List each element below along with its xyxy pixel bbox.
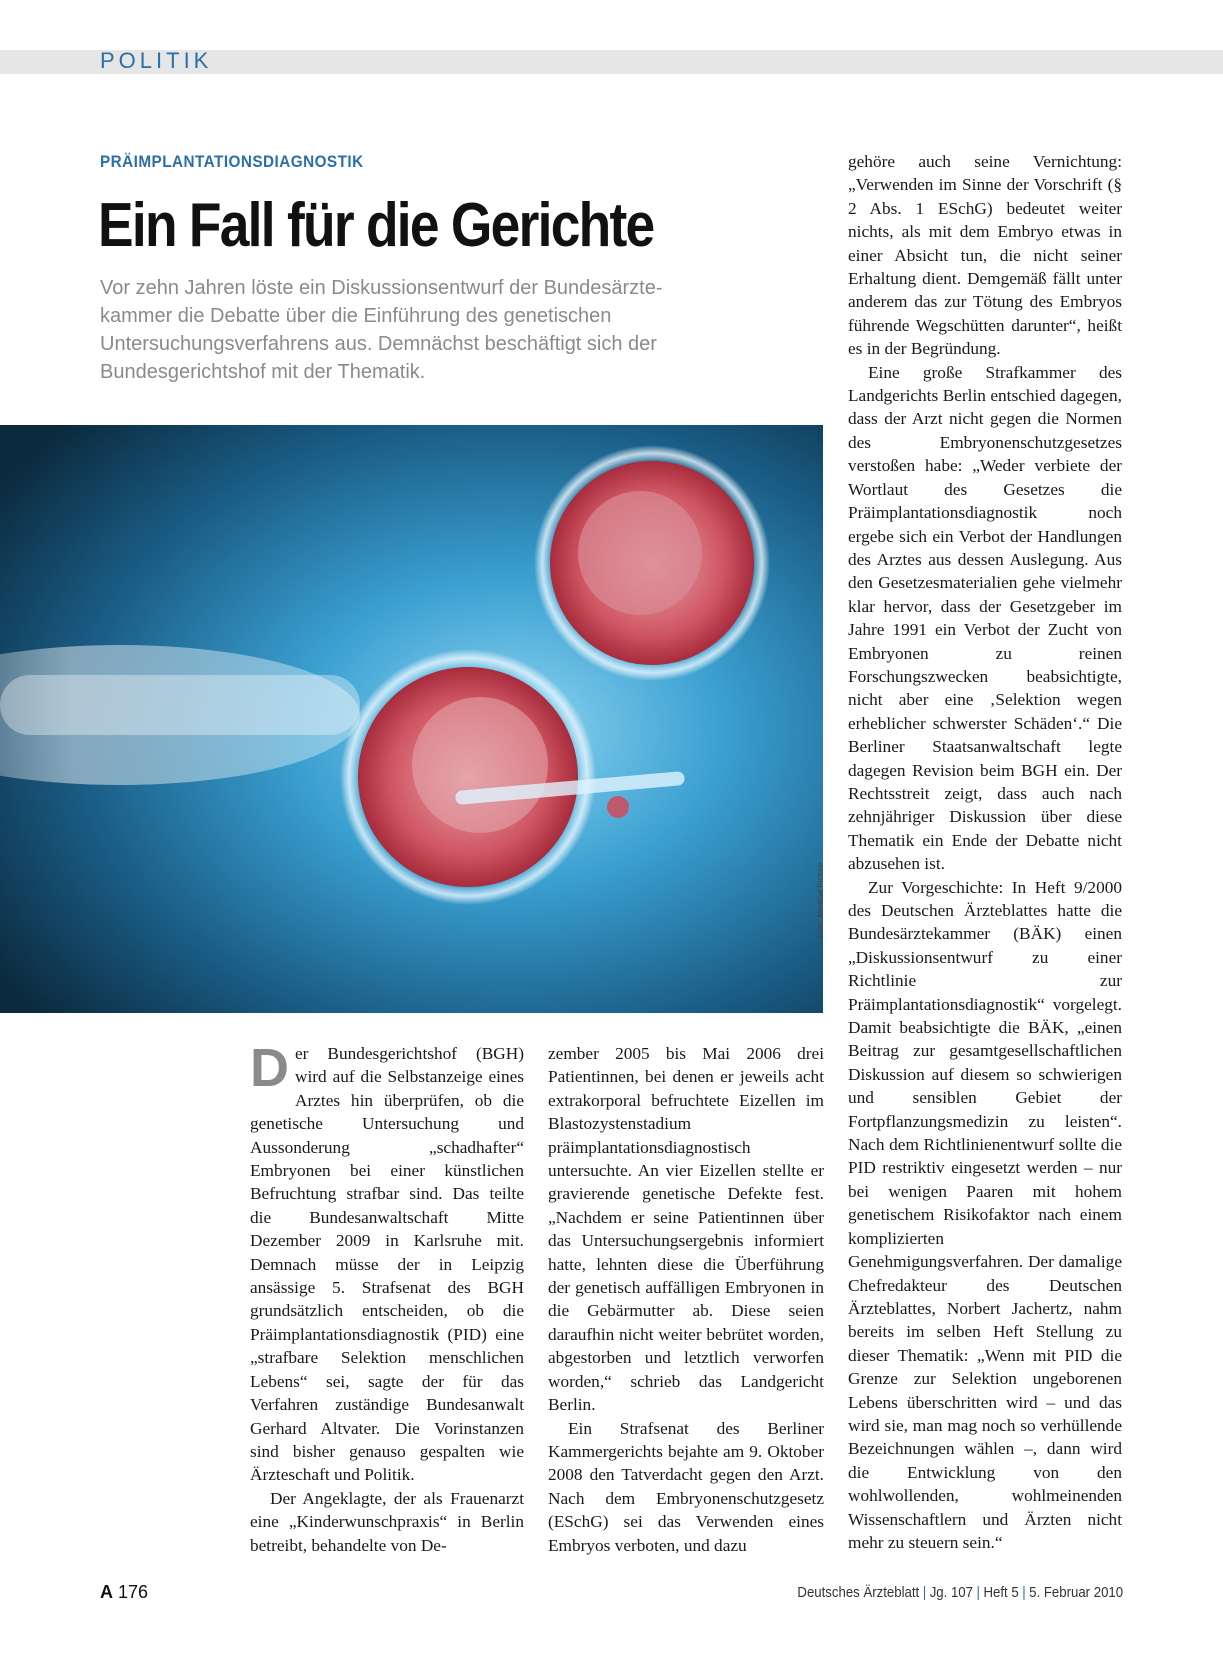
article-column-2 <box>548 1042 824 1557</box>
article-paragraph: Eine große Strafkammer des Landgerichts Berlin entschied dagegen, dass der Arzt nicht gegen die Normen des Embryonenschutzgesetzes verstoßen habe: „Weder verbiete der Wortlaut des Gesetzes die Präimplantationsdiagnostik noch ergebe sich ein Verbot der Handlungen des Arztes aus dessen Auslegung. Aus den Gesetzesmaterialien gehe vielmehr klar hervor, dass der Gesetzgeber im Jahre 1991 ein Verbot der Zucht von Embryonen zu reinen Forschungszwecken beabsichtigte, nicht aber eine ‚Selektion wegen erheblicher schwerster Schäden‘.“ Die Berliner Staatsanwaltschaft legte dagegen Revision beim BGH ein. Der Rechtsstreit zeigt, dass auch nach zehnjähriger Diskussion über diese Thematik ein Ende der Debatte nicht abzusehen ist. <box>848 362 1122 874</box>
dropcap: D <box>250 1038 289 1098</box>
article-column-1 <box>250 1038 524 1557</box>
lead-line: Bundesgerichtshof mit der Thematik. <box>100 361 426 383</box>
lead-line: kammer die Debatte über die Einführung des genetischen <box>100 305 612 327</box>
headline: Ein Fall für die Gerichte <box>98 191 654 260</box>
lead <box>100 274 760 386</box>
journal-date: 5. Februar 2010 <box>1029 1584 1123 1601</box>
kicker: PRÄIMPLANTATIONSDIAGNOSTIK <box>100 152 364 171</box>
embryo-illustration <box>0 425 823 1013</box>
lead-line: Untersuchungsverfahrens aus. Demnächst beschäftigt sich der <box>100 333 657 355</box>
photo-credit: Foto: Medical Picture <box>816 862 825 938</box>
lead-line: Vor zehn Jahren löste ein Diskussionsentwurf der Bundesärzte- <box>100 277 663 299</box>
article-paragraph: zember 2005 bis Mai 2006 drei Patientinnen, bei denen er jeweils acht extrakorporal befruchtete Eizellen im Blastozystenstadium präimplantationsdiagnostisch untersuchte. An vier Eizellen stellte er gravierende genetische Defekte fest. „Nachdem er seine Patientinnen über das Untersuchungsergebnis informiert hatte, lehnten diese die Überführung der genetisch auffälligen Embryonen in die Gebärmutter ab. Diese seien daraufhin nicht weiter bebrütet worden, abgestorben und letztlich verworfen worden,“ schrieb das Landgericht Berlin. <box>548 1044 824 1415</box>
article-column-3 <box>848 150 1122 1554</box>
article-paragraph: Der Angeklagte, der als Frauenarzt eine „Kinderwunschpraxis“ in Berlin betreibt, behandelte von De- <box>250 1488 524 1555</box>
article-paragraph: Zur Vorgeschichte: In Heft 9/2000 des Deutschen Ärzteblattes hatte die Bundesärztekammer (BÄK) einen „Diskussionsentwurf zu einer Richtlinie zur Präimplantationsdiagnostik“ vorgelegt. Damit beabsichtigte die BÄK, „einen Beitrag zur gesamtgesellschaftlichen Diskussion auf diesem so schwierigen und sensiblen Gebiet der Fortpflanzungsmedizin zu leisten“. Nach dem Richtlinienentwurf sollte die PID restriktiv eingesetzt werden – nur bei wenigen Paaren mit hohem genetischem Risikofaktor nach einem komplizierten Genehmigungsverfahren. Der damalige Chefredakteur des Deutschen Ärzteblattes, Norbert Jachertz, nahm bereits im selben Heft Stellung zu dieser Thematik: „Wenn mit PID die Grenze zur Selektion ungeborenen Lebens überschritten wird – und das wird sie, man mag noch so verhüllende Bezeichnungen wählen –, dann wird die Entwicklung von den wohlwollenden, wohlmeinenden Wissenschaftlern und Ärzten nicht mehr zu steuern sein.“ <box>848 877 1122 1552</box>
page-number: A 176 <box>100 1582 149 1602</box>
journal-issue: Heft 5 <box>983 1584 1019 1601</box>
journal-name: Deutsches Ärzteblatt <box>797 1584 920 1601</box>
section-label: POLITIK <box>100 48 213 73</box>
article-paragraph: Ein Strafsenat des Berliner Kammergerichts bejahte am 9. Oktober 2008 den Tatverdacht gegen den Arzt. Nach dem Embryonenschutzgesetz (ESchG) sei das Verwenden eines Embryos verboten, und dazu <box>548 1418 824 1555</box>
embryo-photo <box>0 425 823 1013</box>
article-paragraph: Der Bundesgerichtshof (BGH) wird auf die Selbstanzeige eines Arztes hin überprüfen, ob die genetische Untersuchung und Aussonderung „schadhafter“ Embryonen bei einer künstlichen Befruchtung strafbar sind. Das teilte die Bundesanwaltschaft Mitte Dezember 2009 in Karlsruhe mit. Demnach müsse der in Leipzig ansässige 5. Strafsenat des BGH grundsätzlich entscheiden, ob die Präimplantationsdiagnostik (PID) eine „strafbare Selektion menschlichen Lebens“ sei, sagte der für das Verfahren zuständige Bundesanwalt Gerhard Altvater. Die Vorinstanzen sind bisher genauso gespalten wie Ärzteschaft und Politik. <box>250 1038 524 1485</box>
journal-info: Deutsches Ärzteblatt | Jg. 107 | Heft 5 | 5. Februar 2010 <box>797 1584 1123 1601</box>
article-paragraph: gehöre auch seine Vernichtung: „Verwenden im Sinne der Vorschrift (§ 2 Abs. 1 ESchG) bedeutet weiter nichts, als mit dem Embryo etwas in einer Absicht tun, die nicht seiner Erhaltung dient. Demgemäß fällt unter anderem das zur Tötung des Embryos führende Wegschütten darunter“, heißt es in der Begründung. <box>848 152 1122 359</box>
journal-volume: Jg. 107 <box>929 1584 973 1601</box>
